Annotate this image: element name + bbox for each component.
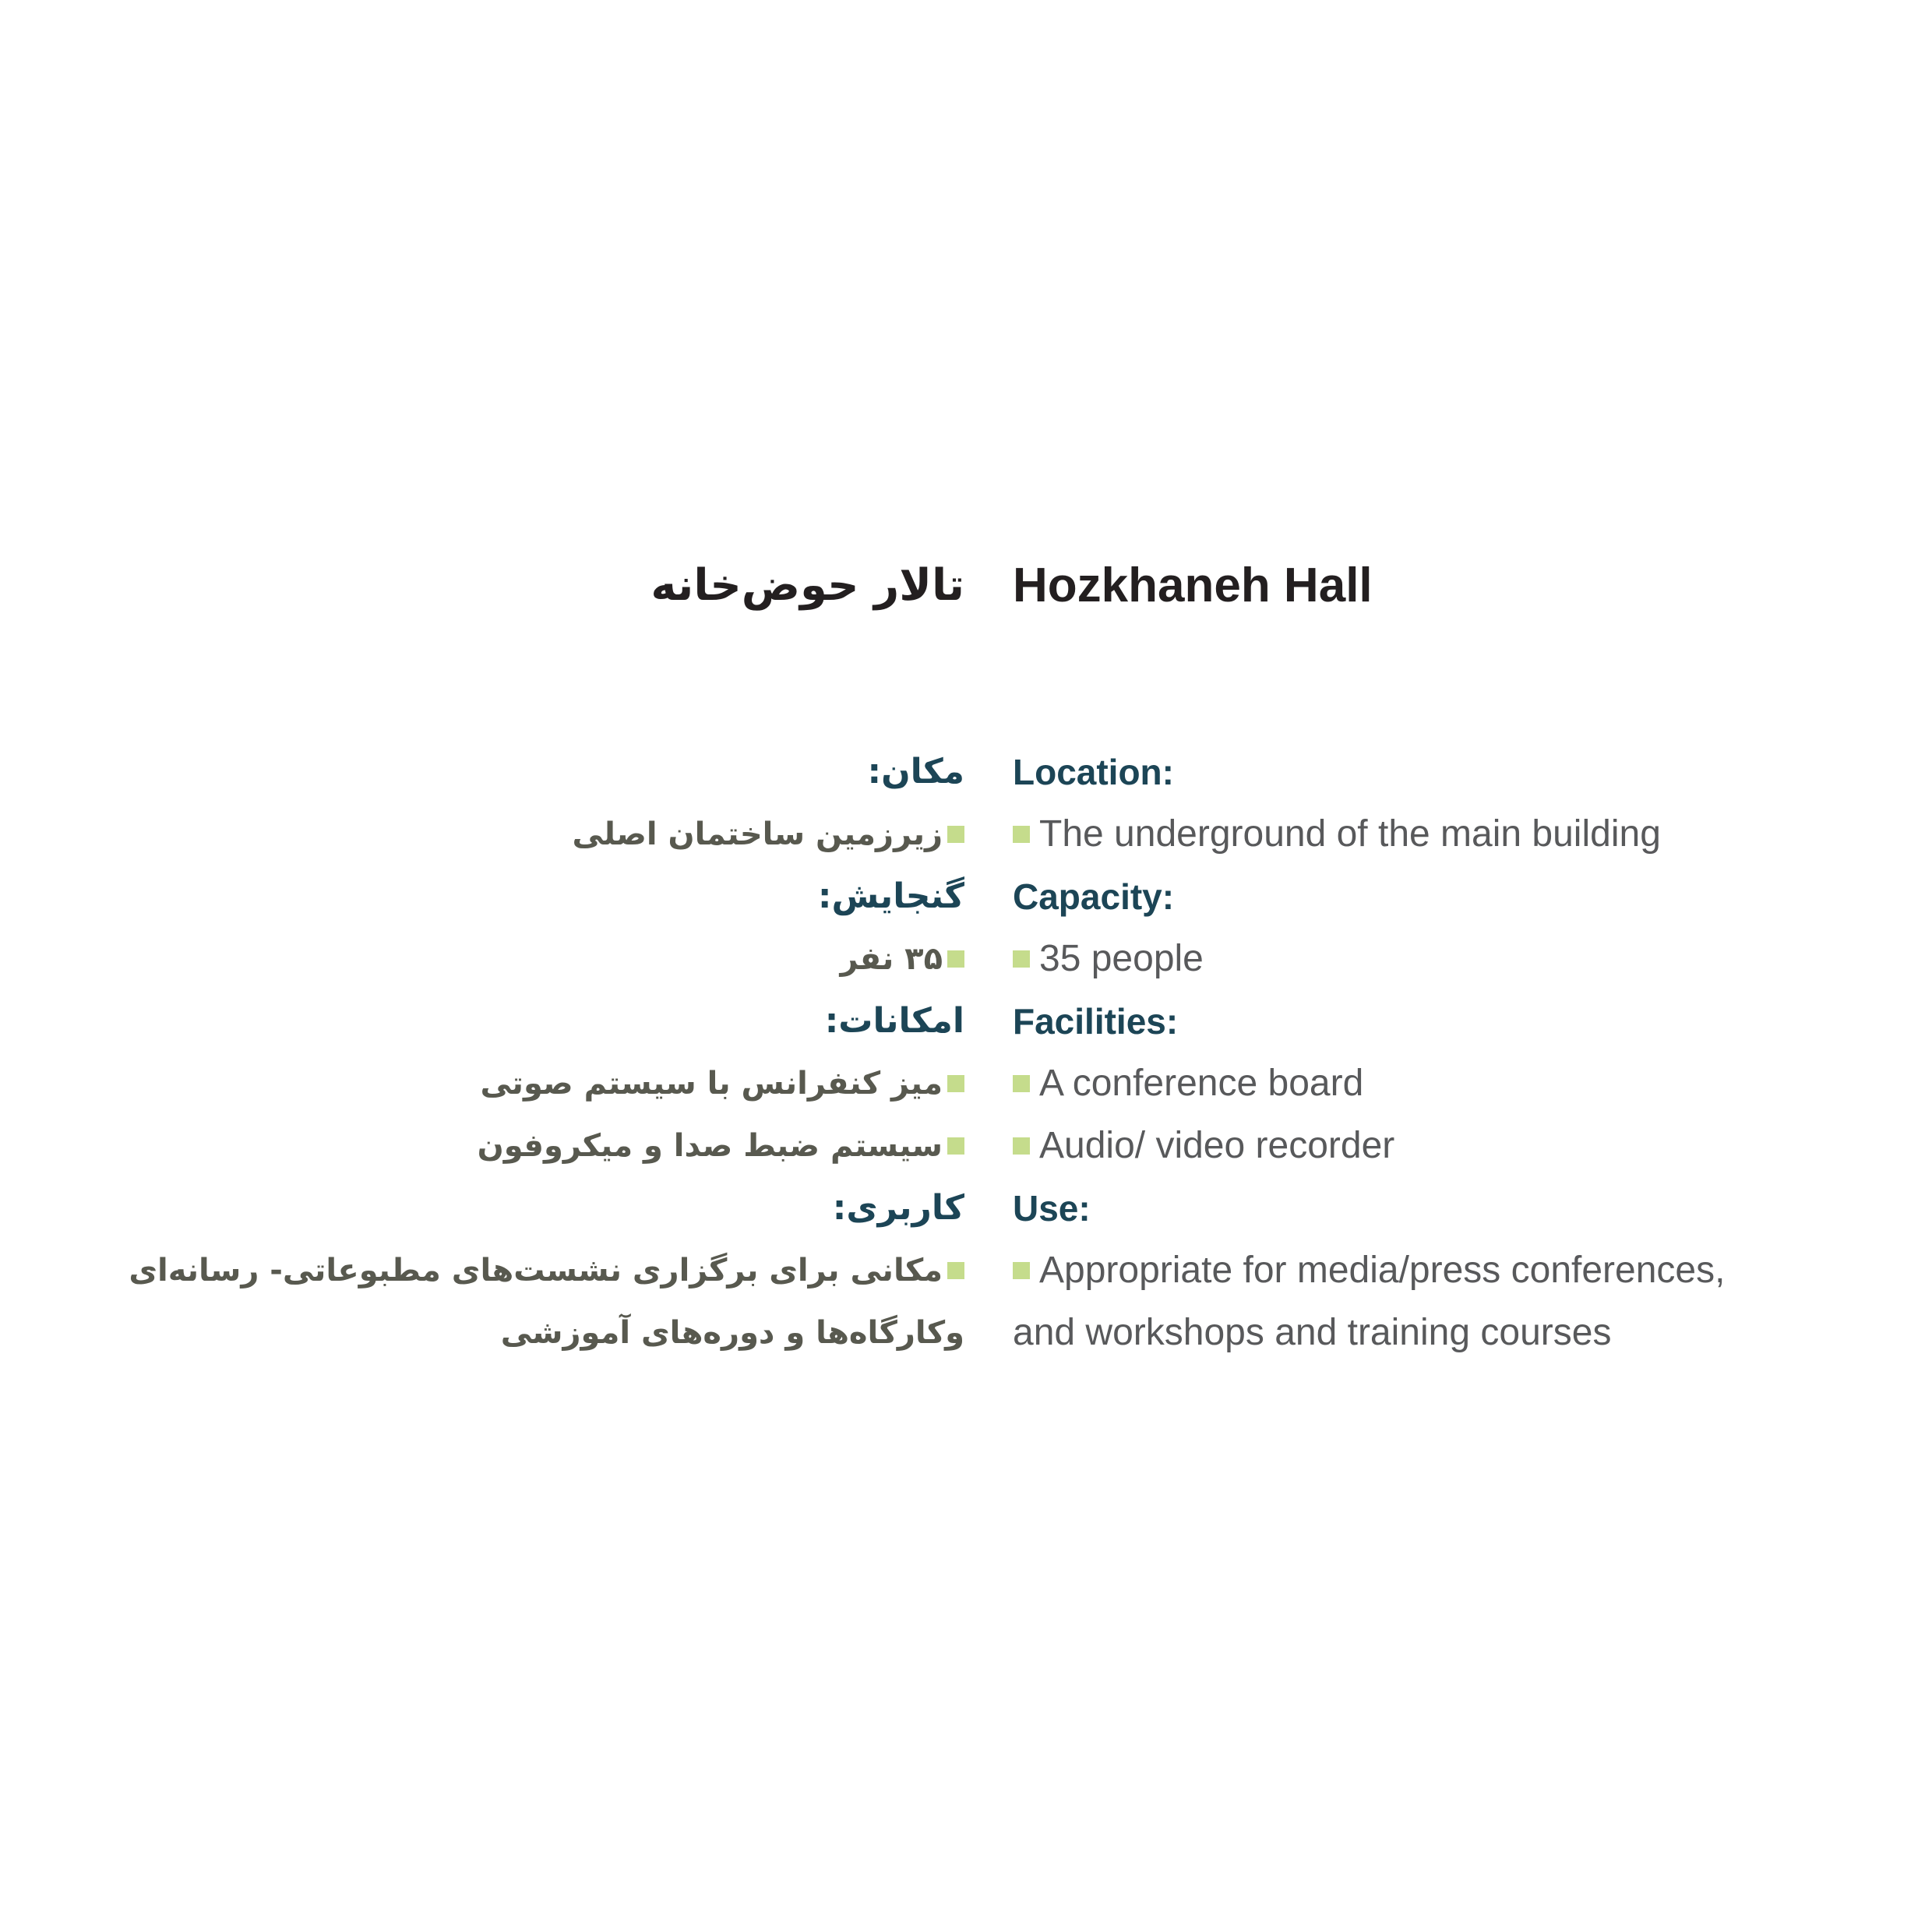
use-value-fa-line-1: مکانی برای برگزاری نشست‌های مطبوعاتی- رسانه‌ای xyxy=(129,1253,943,1289)
facilities-label: Facilities: xyxy=(1013,1001,1179,1042)
capacity-item xyxy=(1013,928,1761,990)
facility-item-fa xyxy=(170,1115,964,1177)
facilities-label-fa: امکانات: xyxy=(824,1001,964,1041)
facility-item-fa xyxy=(170,1052,964,1115)
bullet-square-icon xyxy=(947,950,964,968)
capacity-value-fa: ۳۵ نفر xyxy=(840,941,943,977)
bullet-square-icon xyxy=(947,1137,964,1155)
facility-value-fa: میز کنفرانس با سیستم صوتی xyxy=(480,1066,943,1102)
facility-item xyxy=(1013,1115,1761,1177)
use-value-fa-line-2: وکارگاه‌ها و دوره‌های آموزشی xyxy=(500,1315,964,1351)
capacity-label: Capacity: xyxy=(1013,876,1175,917)
facility-value-fa: سیستم ضبط صدا و میکروفون xyxy=(477,1128,943,1164)
location-label: Location: xyxy=(1013,752,1174,792)
location-value-fa: زیرزمین ساختمان اصلی xyxy=(572,816,943,852)
location-label-fa: مکان: xyxy=(867,752,964,791)
use-item-fa xyxy=(129,1239,964,1302)
bullet-square-icon xyxy=(1013,1262,1030,1279)
use-label-fa: کاربری: xyxy=(832,1188,964,1228)
location-item-fa xyxy=(170,803,964,866)
location-item xyxy=(1013,803,1761,866)
location-value: The underground of the main building xyxy=(1039,813,1661,855)
bullet-square-icon xyxy=(947,1262,964,1279)
english-details xyxy=(1013,741,1761,1364)
page-title-persian: تالار حوض‌خانه xyxy=(650,560,964,611)
persian-details xyxy=(129,741,964,1364)
bullet-square-icon xyxy=(947,826,964,843)
use-value-line-2: and workshops and training courses xyxy=(1013,1312,1612,1353)
facility-item xyxy=(1013,1052,1761,1115)
bullet-square-icon xyxy=(1013,1137,1030,1155)
bullet-square-icon xyxy=(947,1075,964,1092)
capacity-item-fa xyxy=(170,928,964,990)
capacity-label-fa: گنجایش: xyxy=(817,876,964,916)
use-label: Use: xyxy=(1013,1188,1091,1229)
bullet-square-icon xyxy=(1013,950,1030,968)
bullet-square-icon xyxy=(1013,826,1030,843)
use-value-line-1: Appropriate for media/press conferences, xyxy=(1039,1250,1726,1291)
facility-value: A conference board xyxy=(1039,1063,1364,1104)
page-title-english: Hozkhaneh Hall xyxy=(1013,559,1373,612)
bullet-square-icon xyxy=(1013,1075,1030,1092)
facility-value: Audio/ video recorder xyxy=(1039,1125,1395,1166)
use-item xyxy=(1013,1239,1761,1302)
capacity-value: 35 people xyxy=(1039,938,1204,979)
